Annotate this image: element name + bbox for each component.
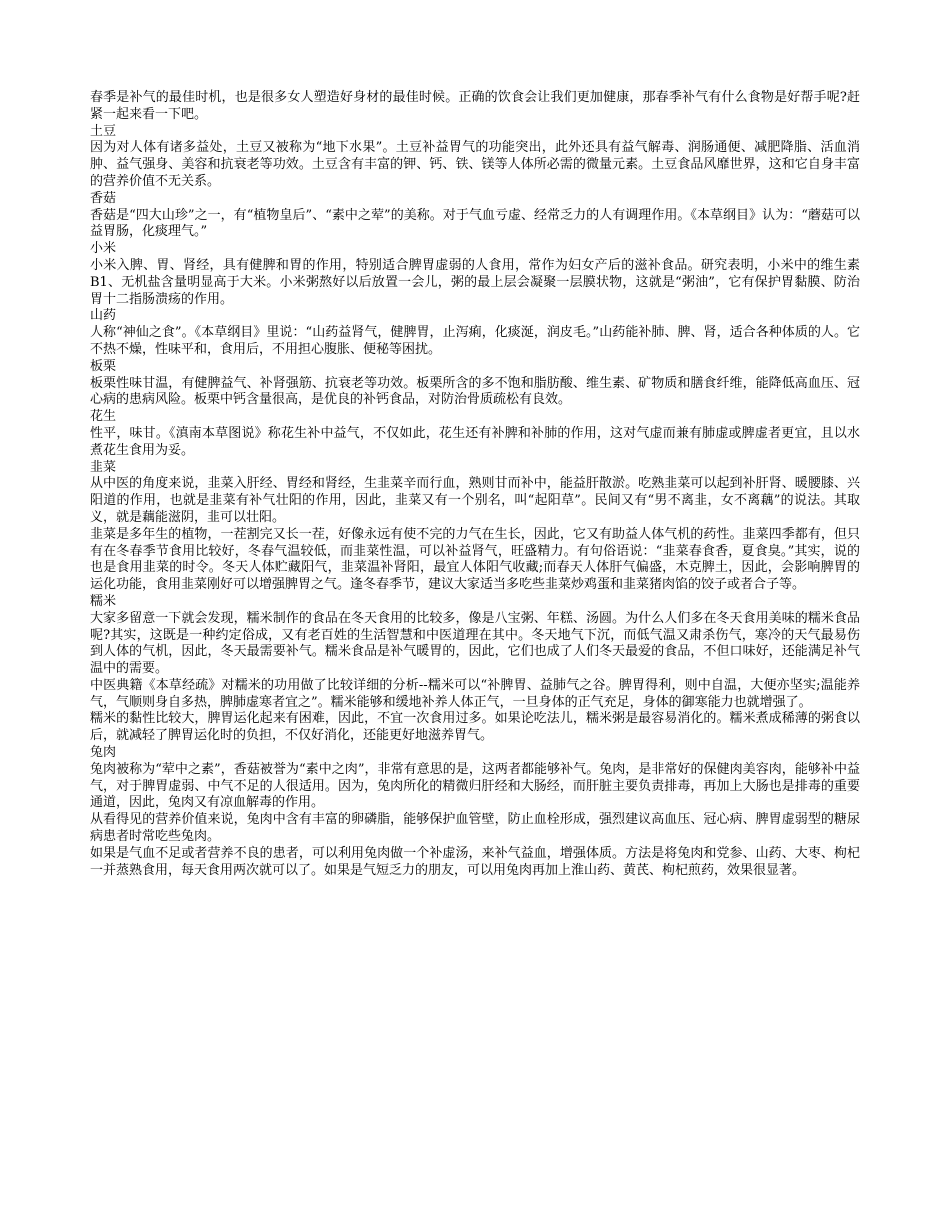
section-millet: [90, 241, 860, 308]
section-paragraph: 从看得见的营养价值来说，兔肉中含有丰富的卵磷脂，能够保护血管壁，防止血栓形成，强烈建议高血压、冠心病、脾胃虚弱型的糖尿病患者时常吃些兔肉。: [90, 812, 860, 845]
section-paragraph: 韭菜是多年生的植物，一茬割完又长一茬，好像永远有使不完的力气在生长，因此，它又有助益人体气机的药性。韭菜四季都有，但只有在冬春季节食用比较好，冬春气温较低，而韭菜性温，可以补益肾气，旺盛精力。有句俗语说：“韭菜春食香，夏食臭。”其实，说的也是食用韭菜的时令。冬天人体贮藏阳气，韭菜温补肾阳，最宜人体阳气收藏;而春天人体肝气偏盛，木克脾土，因此，会影响脾胃的运化功能，食用韭菜刚好可以增强脾胃之气。逢冬春季节，建议大家适当多吃些韭菜炒鸡蛋和韭菜猪肉馅的饺子或者合子等。: [90, 526, 860, 593]
section-paragraph: 板栗性味甘温，有健脾益气、补肾强筋、抗衰老等功效。板栗所含的多不饱和脂肪酸、维生素、矿物质和膳食纤维，能降低高血压、冠心病的患病风险。板栗中钙含量很高，是优良的补钙食品，对防治骨质疏松有良效。: [90, 375, 860, 408]
section-heading: 兔肉: [90, 745, 117, 761]
section-paragraph: 兔肉被称为“荤中之素”，香菇被誉为“素中之肉”，非常有意思的是，这两者都能够补气。兔肉，是非常好的保健肉美容肉，能够补中益气，对于脾胃虚弱、中气不足的人很适用。因为，兔肉所化的精微归肝经和大肠经，而肝脏主要负责排毒，再加上大肠也是排毒的重要通道，因此，兔肉又有凉血解毒的作用。: [90, 761, 860, 811]
section-heading: 韭菜: [90, 459, 117, 475]
section-paragraph: 中医典籍《本草经疏》对糯米的功用做了比较详细的分析--糯米可以“补脾胃、益肺气之谷。脾胃得利，则中自温，大便亦坚实;温能养气，气顺则身自多热，脾肺虚寒者宜之”。糯米能够和缓地补养人体正气，一旦身体的正气充足，身体的御寒能力也就增强了。: [90, 677, 860, 710]
section-paragraph: 糯米的黏性比较大，脾胃运化起来有困难，因此，不宜一次食用过多。如果论吃法儿，糯米粥是最容易消化的。糯米煮成稀薄的粥食以后，就减轻了脾胃运化时的负担，不仅好消化，还能更好地滋养胃气。: [90, 711, 860, 744]
section-paragraph: 香菇是“四大山珍”之一，有“植物皇后”、“素中之荤”的美称。对于气血亏虚、经常乏力的人有调理作用。《本草纲目》认为：“蘑菇可以益胃肠，化痰理气。”: [90, 207, 860, 240]
section-heading: 土豆: [90, 123, 117, 139]
section-paragraph: 如果是气血不足或者营养不良的患者，可以利用兔肉做一个补虚汤，来补气益血，增强体质。方法是将兔肉和党参、山药、大枣、枸杞一并蒸熟食用，每天食用两次就可以了。如果是气短乏力的朋友，可以用兔肉再加上淮山药、黄芪、枸杞煎药，效果很显著。: [90, 845, 860, 878]
section-chives: [90, 460, 860, 594]
section-heading: 小米: [90, 241, 117, 257]
section-paragraph: 人称“神仙之食”。《本草纲目》里说：“山药益肾气，健脾胃，止泻痢，化痰涎，润皮毛。”山药能补肺、脾、肾，适合各种体质的人。它不热不燥，性味平和，食用后，不用担心腹胀、便秘等困扰。: [90, 325, 860, 357]
section-peanut: [90, 409, 860, 459]
section-paragraph: 从中医的角度来说，韭菜入肝经、胃经和肾经，生韭菜辛而行血，熟则甘而补中，能益肝散淤。吃熟韭菜可以起到补肝肾、暖腰膝、兴阳道的作用，也就是韭菜有补气壮阳的作用，因此，韭菜又有一个别名，叫“起阳草”。民间又有“男不离韭，女不离藕”的说法。其取义，就是藕能滋阴，韭可以壮阳。: [90, 476, 860, 525]
section-chestnut: [90, 359, 860, 409]
section-paragraph: 性平，味甘。《滇南本草图说》称花生补中益气，不仅如此，花生还有补脾和补肺的作用，这对气虚而兼有肺虚或脾虚者更宜，且以水煮花生食用为妥。: [90, 425, 860, 458]
section-heading: 板栗: [90, 358, 117, 374]
section-paragraph: 因为对人体有诸多益处，土豆又被称为“地下水果”。土豆补益胃气的功能突出，此外还具有益气解毒、润肠通便、减肥降脂、活血消肿、益气强身、美容和抗衰老等功效。土豆含有丰富的钾、钙、铁、镁等人体所必需的微量元素。土豆食品风靡世界，这和它自身丰富的营养价值不无关系。: [90, 140, 860, 189]
section-yam: [90, 308, 860, 358]
section-rabbit-meat: [90, 745, 860, 879]
intro-paragraph: 春季是补气的最佳时机，也是很多女人塑造好身材的最佳时候。正确的饮食会让我们更加健康，那春季补气有什么食物是好帮手呢?赶紧一起来看一下吧。: [90, 90, 860, 122]
section-potato: [90, 124, 860, 191]
section-shiitake: [90, 191, 860, 241]
document-body: [90, 90, 860, 879]
section-paragraph: 大家多留意一下就会发现，糯米制作的食品在冬天食用的比较多，像是八宝粥、年糕、汤圆。为什么人们多在冬天食用美味的糯米食品呢?其实，这既是一种约定俗成，又有老百姓的生活智慧和中医道理在其中。冬天地气下沉，而低气温又肃杀伤气，寒冷的天气最易伤到人体的气机，因此，冬天最需要补气。糯米食品是补气暖胃的，因此，它们也成了人们冬天最爱的食品，不但口味好，还能满足补气温中的需要。: [90, 610, 860, 677]
section-heading: 糯米: [90, 593, 117, 609]
section-paragraph: 小米入脾、胃、肾经，具有健脾和胃的作用，特别适合脾胃虚弱的人食用，常作为妇女产后的滋补食品。研究表明，小米中的维生素 B1、无机盐含量明显高于大米。小米粥熬好以后放置一会儿，粥的最上层会凝聚一层膜状物，这就是“粥油”，它有保护胃黏膜、防治胃十二指肠溃疡的作用。: [90, 257, 860, 307]
section-heading: 花生: [90, 409, 117, 425]
section-glutinous-rice: [90, 594, 860, 745]
section-heading: 山药: [90, 308, 117, 324]
section-heading: 香菇: [90, 190, 117, 206]
